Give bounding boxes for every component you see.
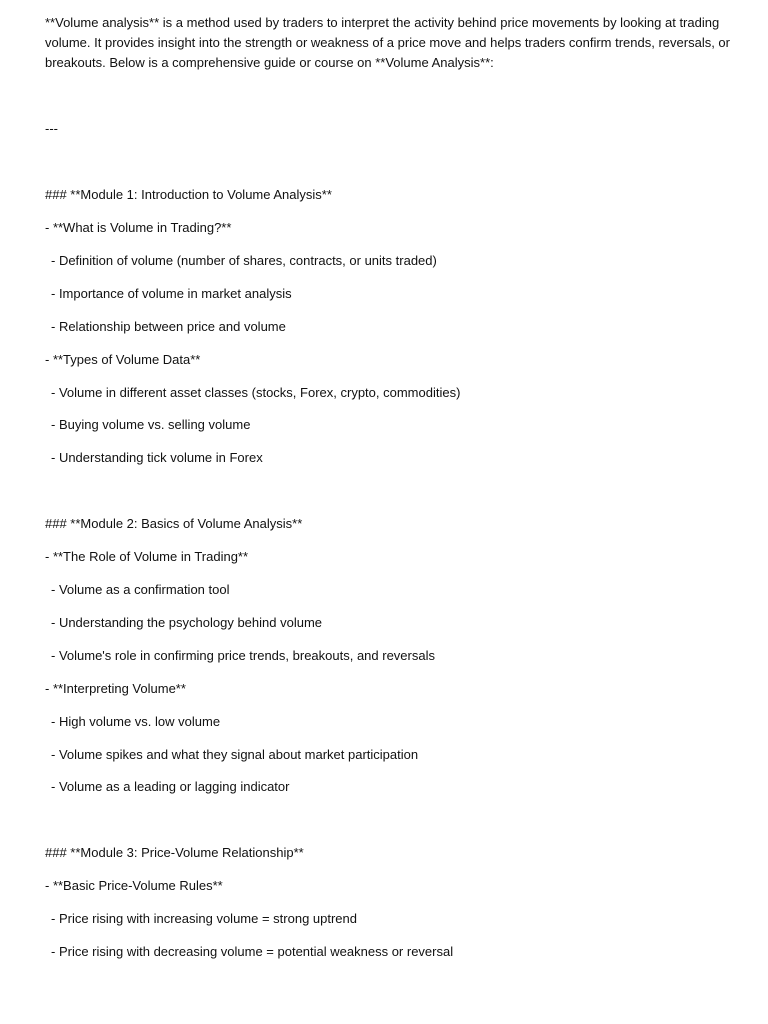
list-subitem: - High volume vs. low volume: [51, 714, 221, 729]
intro-line: **Volume analysis** is a method used by traders to interpret the activity behind price movements by looking at trading: [45, 15, 720, 30]
intro-line: breakouts. Below is a comprehensive guide or course on **Volume Analysis**:: [45, 55, 494, 70]
list-subitem: - Price rising with increasing volume = strong uptrend: [51, 911, 358, 926]
list-item: - **Types of Volume Data**: [45, 352, 201, 367]
list-subitem: - Definition of volume (number of shares, contracts, or units traded): [51, 253, 437, 268]
module-heading: ### **Module 3: Price-Volume Relationship**: [45, 845, 304, 860]
list-subitem: - Importance of volume in market analysis: [51, 286, 292, 301]
separator: ---: [45, 121, 58, 136]
list-subitem: - Price rising with decreasing volume = potential weakness or reversal: [51, 944, 454, 959]
list-subitem: - Volume as a confirmation tool: [51, 582, 230, 597]
list-subitem: - Buying volume vs. selling volume: [51, 417, 251, 432]
list-subitem: - Understanding the psychology behind volume: [51, 615, 323, 630]
list-subitem: - Volume spikes and what they signal about market participation: [51, 747, 419, 762]
module-heading: ### **Module 1: Introduction to Volume Analysis**: [45, 187, 332, 202]
list-item: - **What is Volume in Trading?**: [45, 220, 232, 235]
intro-line: volume. It provides insight into the strength or weakness of a price move and helps traders confirm trends, reversals, or: [45, 35, 730, 50]
list-subitem: - Volume as a leading or lagging indicator: [51, 779, 290, 794]
list-item: - **Interpreting Volume**: [45, 681, 186, 696]
module-heading: ### **Module 2: Basics of Volume Analysis**: [45, 516, 303, 531]
list-item: - **The Role of Volume in Trading**: [45, 549, 249, 564]
list-subitem: - Volume's role in confirming price trends, breakouts, and reversals: [51, 648, 435, 663]
list-subitem: - Understanding tick volume in Forex: [51, 450, 263, 465]
list-subitem: - Relationship between price and volume: [51, 319, 286, 334]
list-subitem: - Volume in different asset classes (stocks, Forex, crypto, commodities): [51, 385, 461, 400]
list-item: - **Basic Price-Volume Rules**: [45, 878, 223, 893]
